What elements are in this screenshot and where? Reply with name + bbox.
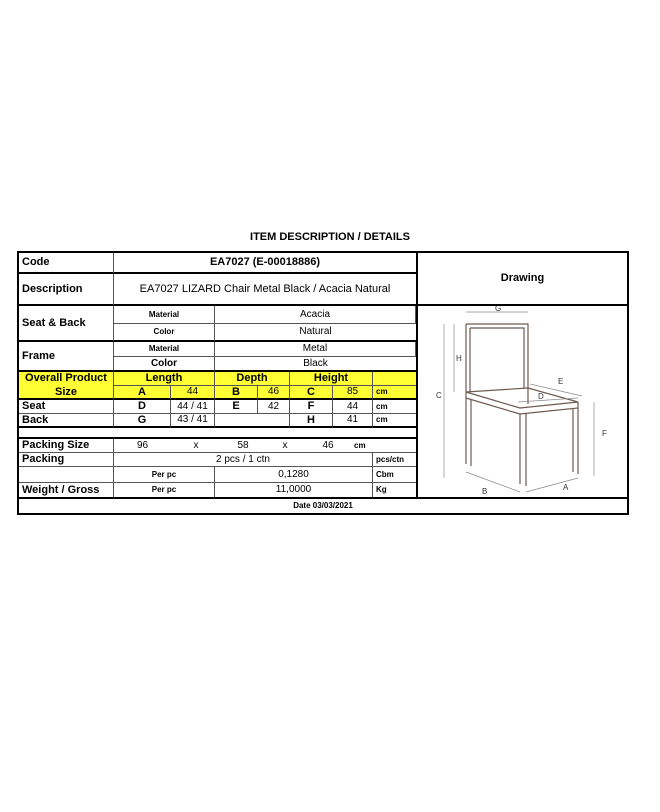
a-value: 44 [171,386,215,400]
packing-label: Packing [19,453,114,467]
spacer-row [19,428,416,439]
g-value: 43 / 41 [171,414,215,428]
packing-unit: pcs/ctn [373,453,416,467]
seat-back-label: Seat & Back [19,306,114,342]
h-label: H [290,414,333,428]
backrest-outline [466,324,528,388]
packing-value: 2 pcs / 1 ctn [114,453,373,467]
backrest-inner [470,328,524,388]
page-title: ITEM DESCRIPTION / DETAILS [250,231,410,243]
volume-unit: Cbm [373,467,416,483]
code-value: EA7027 (E-00018886) [114,253,416,274]
d-value: 44 / 41 [171,400,215,414]
d-label: D [114,400,171,414]
dim-label-d: D [538,392,544,401]
packing-length: 96 [114,439,171,453]
dim-label-b: B [482,487,488,496]
g-label: G [114,414,171,428]
description-value: EA7027 LIZARD Chair Metal Black / Acacia Natural [114,274,416,306]
seat-label: Seat [19,400,114,414]
seat-edge [466,392,578,414]
frame-color-label: Color [114,357,215,372]
b-value: 46 [258,386,290,400]
back-unit: cm [373,414,416,428]
seat-back-color-value: Natural [215,324,416,342]
back-empty-cell [215,414,290,428]
f-value: 44 [333,400,373,414]
packing-x2: x [265,439,305,453]
seat-unit: cm [373,400,416,414]
drawing-panel [416,253,627,497]
weight-label: Weight / Gross [19,483,114,497]
dim-b-line [466,472,520,492]
dim-label-h: H [456,354,462,363]
packing-width: 58 [221,439,265,453]
seat-back-color-label: Color [114,324,215,342]
dim-label-f: F [602,429,607,438]
seat-back-material-value: Acacia [215,306,416,324]
length-header: Length [114,372,215,386]
description-label: Description [19,274,114,306]
weight-unit: Kg [376,485,387,494]
packing-height: 46 [305,439,351,453]
dim-label-a: A [563,483,569,492]
c-value: 85 [333,386,373,400]
frame-material-label: Material [114,342,215,357]
frame-label: Frame [19,342,114,372]
chair-drawing [418,306,627,496]
weight-value: 11,0000 [215,483,373,497]
h-value: 41 [333,414,373,428]
packing-x1: x [171,439,221,453]
b-label: B [215,386,258,400]
height-header-spacer [373,372,416,386]
weight-per: Per pc [114,483,215,497]
a-label: A [114,386,171,400]
volume-value: 0,1280 [215,467,373,483]
packing-size-label: Packing Size [19,439,114,453]
item-details-sheet [17,251,629,515]
seat-back-material-label: Material [114,306,215,324]
dim-label-c: C [436,391,442,400]
packing-size-unit: cm [351,439,416,453]
volume-empty-label [19,467,114,483]
volume-per: Per pc [114,467,215,483]
overall-size-label-line2: Size [54,385,77,398]
dim-label-g: G [495,306,502,313]
c-label: C [290,386,333,400]
back-label: Back [19,414,114,428]
dim-a-line [526,478,578,492]
date-row: Date 03/03/2021 [19,497,627,513]
f-label: F [290,400,333,414]
height-header: Height [290,372,373,386]
e-value: 42 [258,400,290,414]
overall-unit: cm [373,386,416,400]
e-label: E [215,400,258,414]
depth-header: Depth [215,372,290,386]
frame-material-value: Metal [215,342,416,357]
dim-label-e: E [558,377,564,386]
code-label: Code [19,253,114,274]
overall-size-label [19,372,114,400]
overall-size-label-line1: Overall Product [25,372,107,384]
frame-color-value: Black [215,357,416,372]
drawing-label: Drawing [418,253,627,306]
